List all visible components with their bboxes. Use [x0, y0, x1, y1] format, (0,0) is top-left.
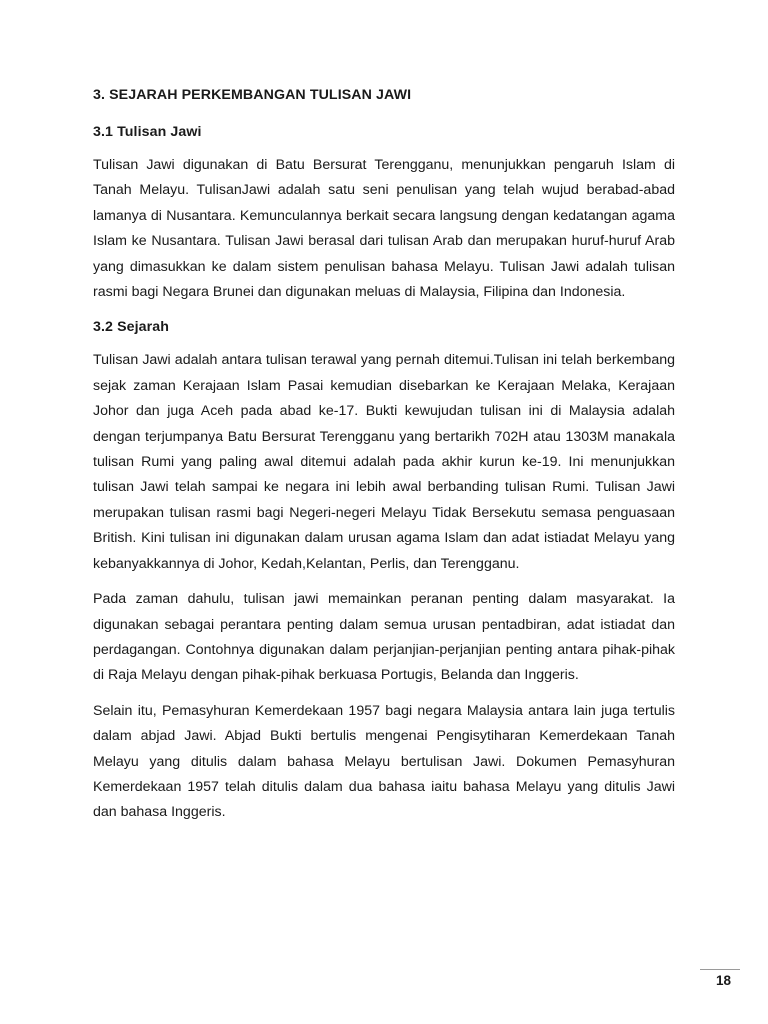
- page-number: 18: [715, 973, 731, 988]
- paragraph-sejarah-3: Selain itu, Pemasyhuran Kemerdekaan 1957 bagi negara Malaysia antara lain juga tertulis dalam abjad Jawi. Abjad Bukti bertulis mengenai Pengisytiharan Kemerdekaan Tanah Melayu yang ditulis dalam bahasa Melayu bertulisan Jawi. Dokumen Pemasyhuran Kemerdekaan 1957 telah ditulis dalam dua bahasa iaitu bahasa Melayu yang ditulis Jawi dan bahasa Inggeris.: [93, 702, 675, 821]
- section-heading-sejarah: 3.2 Sejarah: [93, 319, 170, 336]
- chapter-heading: 3. SEJARAH PERKEMBANGAN TULISAN JAWI: [93, 87, 412, 103]
- section-heading-tulisan-jawi: 3.1 Tulisan Jawi: [93, 124, 202, 140]
- paragraph-sejarah-1: Tulisan Jawi adalah antara tulisan terawal yang pernah ditemui.Tulisan ini telah berkembang sejak zaman Kerajaan Islam Pasai kemudian disebarkan ke Kerajaan Melaka, Kerajaan Johor dan juga Aceh pada abad ke-17. Bukti kewujudan tulisan ini di Malaysia adalah dengan terjumpanya Batu Bersurat Terengganu yang bertarikh 702H atau 1303M manakala tulisan Rumi yang paling awal ditemui adalah pada akhir kurun ke-19. Ini menunjukkan tulisan Jawi telah sampai ke negara ini lebih awal berbanding tulisan Rumi. Tulisan Jawi merupakan tulisan rasmi bagi Negeri-negeri Melayu Tidak Bersekutu semasa penguasaan British. Kini tulisan ini digunakan dalam urusan agama Islam dan adat istiadat Melayu yang kebanyakkannya di Johor, Kedah,Kelantan, Perlis, dan Terengganu.: [93, 352, 675, 572]
- document-page: [93, 85, 675, 836]
- footer-divider: [700, 969, 740, 970]
- paragraph-tulisan-jawi: Tulisan Jawi digunakan di Batu Bersurat Terengganu, menunjukkan pengaruh Islam di Tanah Melayu. TulisanJawi adalah satu seni penulisan yang telah wujud berabad-abad lamanya di Nusantara. Kemunculannya berkait secara langsung dengan kedatangan agama Islam ke Nusantara. Tulisan Jawi berasal dari tulisan Arab dan merupakan huruf-huruf Arab yang dimasukkan ke dalam sistem penulisan bahasa Melayu. Tulisan Jawi adalah tulisan rasmi bagi Negara Brunei dan digunakan meluas di Malaysia, Filipina dan Indonesia.: [93, 157, 675, 301]
- paragraph-sejarah-2: Pada zaman dahulu, tulisan jawi memainkan peranan penting dalam masyarakat. Ia digunakan sebagai perantara penting dalam semua urusan pentadbiran, adat istiadat dan perdagangan. Contohnya digunakan dalam perjanjian-perjanjian penting antara pihak-pihak di Raja Melayu dengan pihak-pihak berkuasa Portugis, Belanda dan Inggeris.: [93, 591, 675, 684]
